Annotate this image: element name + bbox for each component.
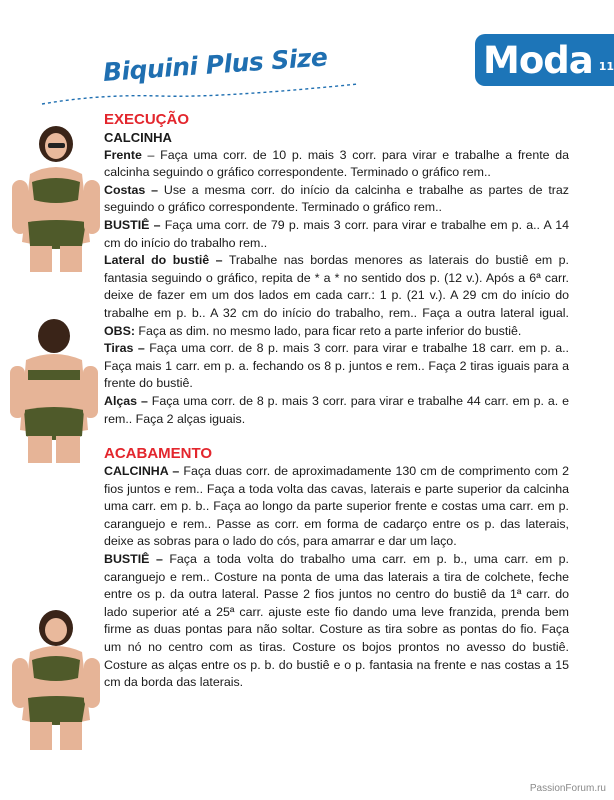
paragraph-frente: [104, 147, 569, 182]
text: Faça uma corr. de 79 p. mais 3 corr. para virar e trabalhe em p. a.. A 14 cm do início do trabalho rem..: [104, 217, 569, 250]
acabamento-heading: ACABAMENTO: [104, 445, 213, 463]
paragraph-tiras: [104, 340, 569, 393]
text: Faça duas corr. de aproximadamente 130 cm de comprimento com 2 fios juntos e rem.. Faça a toda volta das cavas, laterais e parte superior da calcinha uma carr. em p. b.. Faça ao longo da parte superior frente e costas uma carr. em p. caranguejo e rem.. Passe as corr. em forma de cadarço entre os p. das laterais, deixe as sobras para o lado do cós, para amarrar e dar um laço.: [104, 464, 569, 549]
paragraph-bustie-acabamento: [104, 551, 569, 692]
paragraph-alcas: [104, 393, 569, 428]
text: Trabalhe nas bordas menores as laterais do bustiê em p. fantasia seguindo o gráfico, repita de * a * no sentido dos p. (12 v.). Após a 6ª carr. deixe de fazer em um dos lados em cada carr.: 1 p. (21 v.). A 29 cm do início do trabalhe em p. b.. A 32 cm do início do trabalho, rem.. Faça a outra lateral igual.: [104, 253, 570, 320]
label: Costas –: [104, 182, 159, 197]
text: Faça uma corr. de 8 p. mais 3 corr. para virar e trabalhe 18 carr. em p. a.. Faça mais 1 carr. em p. a. fechando os 8 p. juntos e rem.. Faça 2 tiras iguais para a frente do bustiê.: [104, 341, 569, 391]
text: – Faça uma corr. de 10 p. mais 3 corr. para virar e trabalhe a frente da calcinha seguindo o gráfico correspondente. Terminado o gráfico rem..: [104, 147, 569, 180]
calcinha-subheading: CALCINHA: [104, 130, 172, 145]
page-number: 11: [598, 59, 614, 73]
obs-label: OBS:: [104, 323, 135, 338]
paragraph-bustie: [104, 217, 569, 252]
title-stitch-line: [40, 80, 360, 110]
instructions-body: [104, 110, 569, 692]
section-label: Moda: [483, 38, 593, 82]
watermark: PassionForum.ru: [529, 783, 606, 794]
obs-text: Faça as dim. no mesmo lado, para ficar reto a parte inferior do bustiê.: [134, 323, 522, 338]
text: Faça a toda volta do trabalho uma carr. em p. b., uma carr. em p. caranguejo e rem.. Costure na ponta de uma das laterais a tira de colchete, feche entre os p. da outra lateral. Passe 2 fios juntos no centro do bustiê da 1ª carr. do lado superior até a 25ª carr. ajuste este fio dando uma leve franzida, prenda bem firme as duas pontas para não soltar. Costure as tira sobre as pontas do fio. Faça um nó no centro com as tiras. Costure os bojos prontos no avesso do bustiê. Costure as alças entre os p. b. do bustiê e o p. fantasia na frente e nas costas a 15 cm da borda das laterais.: [104, 552, 569, 690]
text: Use a mesma corr. do início da calcinha e trabalhe as partes de traz seguindo o gráfico correspondente. Terminado o gráfico rem..: [104, 182, 569, 215]
model-photo-front: [8, 122, 103, 272]
page-title: Biquini Plus Size: [101, 42, 329, 87]
model-photo-front-2: [8, 610, 103, 750]
paragraph-lateral: [104, 252, 569, 340]
execucao-heading: EXECUÇÃO: [104, 111, 190, 128]
section-tab: [475, 34, 614, 86]
label: Tiras –: [104, 341, 145, 356]
label: BUSTIÊ –: [104, 217, 161, 232]
label: CALCINHA –: [104, 464, 180, 479]
paragraph-costas: [104, 182, 569, 217]
label: Lateral do bustiê –: [104, 253, 223, 268]
label: BUSTIÊ –: [104, 552, 163, 567]
label: Frente: [104, 147, 142, 162]
paragraph-calcinha-acabamento: [104, 463, 569, 551]
model-photo-back: [6, 318, 101, 463]
label: Alças –: [104, 393, 148, 408]
text: Faça uma corr. de 8 p. mais 3 corr. para virar e trabalhe 44 carr. em p. a. e rem.. Faça 2 alças iguais.: [104, 393, 569, 426]
